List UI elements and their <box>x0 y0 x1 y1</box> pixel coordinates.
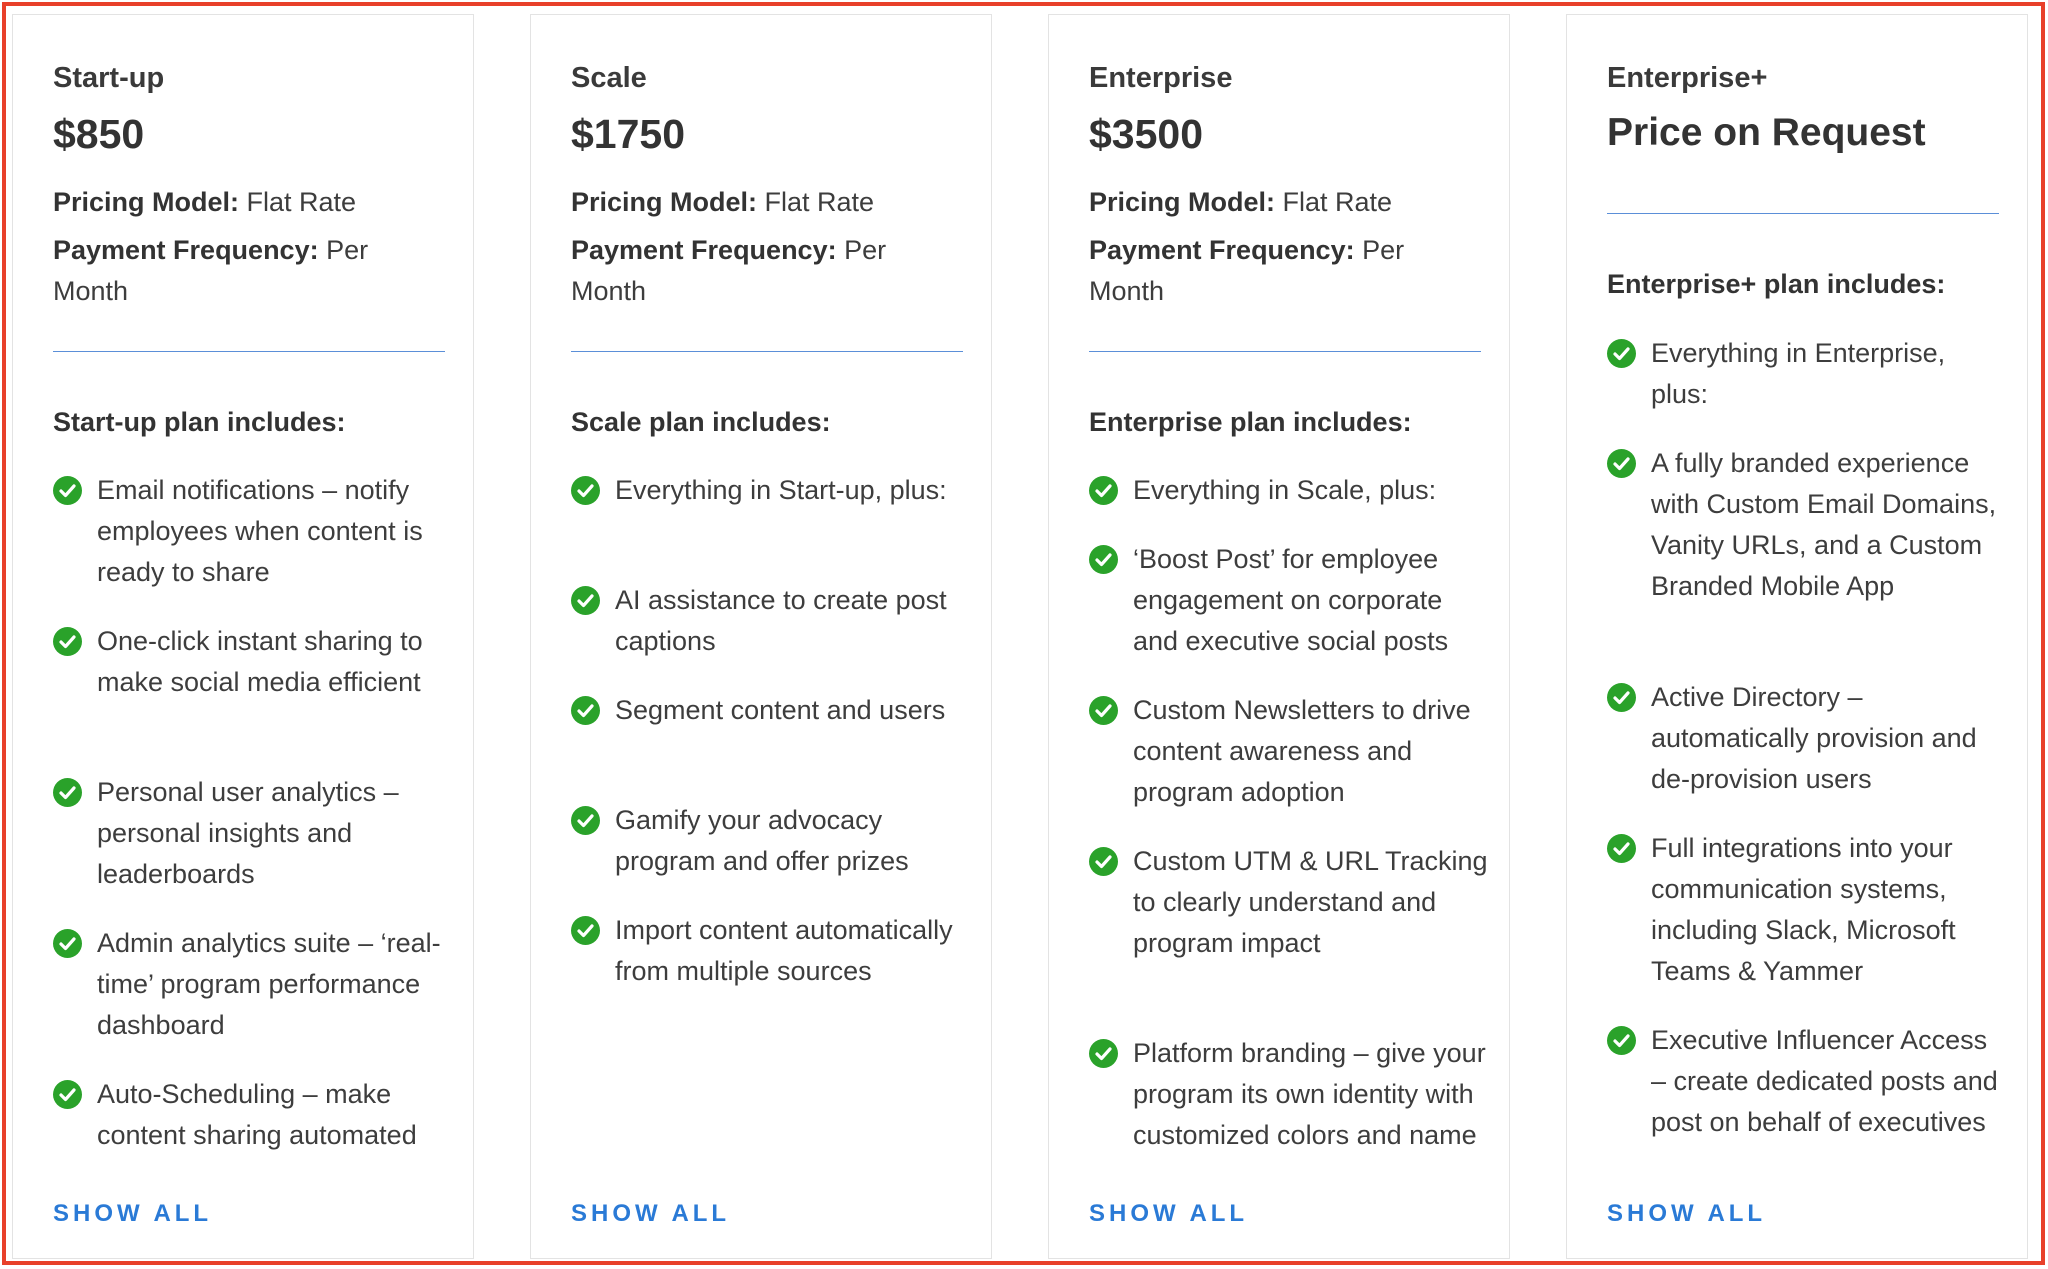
check-circle-icon <box>53 627 82 656</box>
plan-price: Price on Request <box>1607 111 1926 154</box>
plan-price: $1750 <box>571 111 686 157</box>
includes-heading: Enterprise plan includes: <box>1089 407 1412 437</box>
divider <box>571 351 963 352</box>
divider <box>1607 213 1999 214</box>
show-all-link[interactable]: SHOW ALL <box>571 1200 731 1227</box>
plan-card-enterprise-plus: Enterprise+ Price on Request Enterprise+ plan includes: Everything in Enterprise, plus: A fully branded experience with Custom Email Domains, Vanity URLs, and a Custom Branded Mobile App Active Directory – automatically provision and de-provision users Full integrations into your communication systems, including Slack, Microsoft Teams & Yammer Executive Influencer Access – create dedicated posts and post on behalf of executives SHOW ALL <box>1566 14 2028 1259</box>
show-all-link[interactable]: SHOW ALL <box>1607 1200 1767 1227</box>
payment-frequency: Payment Frequency: Per Month <box>571 235 887 306</box>
check-circle-icon <box>1089 476 1118 505</box>
plan-name: Scale <box>571 62 647 94</box>
check-circle-icon <box>571 806 600 835</box>
payment-frequency: Payment Frequency: Per Month <box>53 235 369 306</box>
plan-name: Enterprise+ <box>1607 62 1768 94</box>
check-circle-icon <box>1089 696 1118 725</box>
check-circle-icon <box>1089 847 1118 876</box>
plan-price: $3500 <box>1089 111 1204 157</box>
check-circle-icon <box>1607 1026 1636 1055</box>
check-circle-icon <box>571 586 600 615</box>
check-circle-icon <box>1607 339 1636 368</box>
plan-card-startup: Start-up $850 Pricing Model: Flat Rate Payment Frequency: Per Month Start-up plan includes: Email notifications – notify employees when content is ready to share One-click instant sharing to make social media efficient Personal user analytics – personal insights and leaderboards Admin analytics suite – ‘real-time’ program performance dashboard Auto-Scheduling – make content sharing automated SHOW ALL <box>12 14 474 1259</box>
includes-heading: Enterprise+ plan includes: <box>1607 269 1946 299</box>
check-circle-icon <box>571 916 600 945</box>
divider <box>1089 351 1481 352</box>
check-circle-icon <box>571 476 600 505</box>
pricing-model: Pricing Model: Flat Rate <box>1089 187 1393 217</box>
show-all-link[interactable]: SHOW ALL <box>1089 1200 1249 1227</box>
pricing-model: Pricing Model: Flat Rate <box>571 187 875 217</box>
show-all-link[interactable]: SHOW ALL <box>53 1200 213 1227</box>
check-circle-icon <box>53 929 82 958</box>
check-circle-icon <box>1607 834 1636 863</box>
includes-heading: Scale plan includes: <box>571 407 831 437</box>
payment-frequency: Payment Frequency: Per Month <box>1089 235 1405 306</box>
check-circle-icon <box>1607 683 1636 712</box>
plan-name: Start-up <box>53 62 165 94</box>
check-circle-icon <box>53 778 82 807</box>
check-circle-icon <box>571 696 600 725</box>
pricing-model: Pricing Model: Flat Rate <box>53 187 357 217</box>
includes-heading: Start-up plan includes: <box>53 407 346 437</box>
plan-price: $850 <box>53 111 145 157</box>
check-circle-icon <box>1089 1039 1118 1068</box>
plan-card-scale: Scale $1750 Pricing Model: Flat Rate Payment Frequency: Per Month Scale plan includes: Everything in Start-up, plus: AI assistance to create post captions Segment content and users Gamify your advocacy program and offer prizes Import content automatically from multiple sources SHOW ALL <box>530 14 992 1259</box>
plan-card-enterprise: Enterprise $3500 Pricing Model: Flat Rate Payment Frequency: Per Month Enterprise plan includes: Everything in Scale, plus: ‘Boost Post’ for employee engagement on corporate and executive social posts Custom Newsletters to drive content awareness and program adoption Custom UTM & URL Tracking to clearly understand and program impact Platform branding – give your program its own identity with customized colors and name SHOW ALL <box>1048 14 1510 1259</box>
divider <box>53 351 445 352</box>
pricing-frame <box>2 2 2045 1265</box>
check-circle-icon <box>1607 449 1636 478</box>
check-circle-icon <box>53 476 82 505</box>
check-circle-icon <box>1089 545 1118 574</box>
check-circle-icon <box>53 1080 82 1109</box>
plan-name: Enterprise <box>1089 62 1233 94</box>
